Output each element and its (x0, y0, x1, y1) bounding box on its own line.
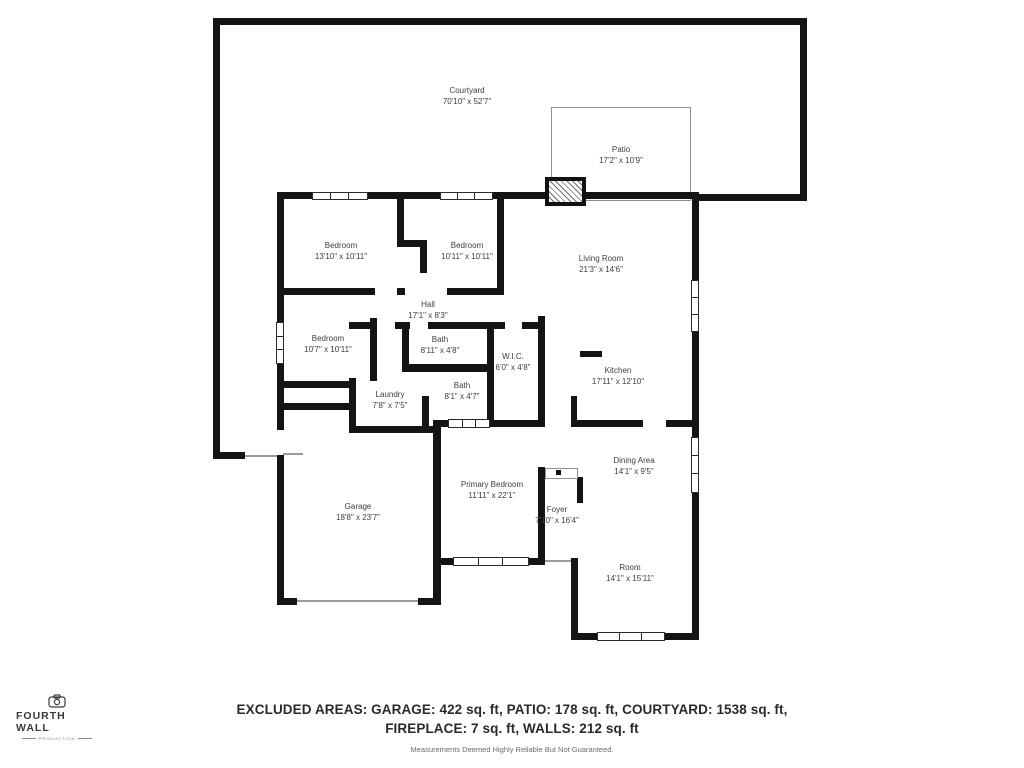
wall-segment (277, 455, 284, 605)
room-label-bath-1: Bath 8'11" x 4'8" (420, 335, 460, 355)
logo-rule-left (22, 738, 36, 739)
window-symbol (276, 322, 284, 364)
foyer-door-symbol (545, 468, 578, 479)
opening-line (545, 560, 571, 562)
wall-segment (428, 322, 505, 329)
window-symbol (691, 280, 699, 332)
wall-segment (577, 477, 583, 503)
window-symbol (691, 437, 699, 493)
room-label-garage: Garage 18'8" x 23'7" (336, 502, 380, 522)
room-label-kitchen: Kitchen 17'11" x 12'10" (591, 366, 645, 386)
wall-segment (277, 403, 349, 410)
room-label-bedroom-1: Bedroom 13'10" x 10'11" (314, 241, 368, 261)
wall-segment (370, 318, 377, 381)
wall-segment (433, 426, 441, 605)
room-label-room: Room 14'1" x 15'11" (606, 563, 654, 583)
wall-segment (402, 364, 494, 372)
room-label-courtyard: Courtyard 70'10" x 52'7" (442, 86, 492, 106)
wall-segment (213, 18, 807, 25)
wall-segment (497, 192, 504, 295)
camera-icon (48, 694, 66, 708)
fireplace-symbol (545, 177, 586, 206)
window-symbol (448, 419, 490, 428)
door-hinge-mark (556, 470, 561, 475)
room-label-patio: Patio 17'2" x 10'9" (599, 145, 643, 165)
wall-segment (395, 322, 410, 329)
excluded-areas-line-2: FIREPLACE: 7 sq. ft, WALLS: 212 sq. ft (385, 721, 639, 736)
excluded-areas-line-1: EXCLUDED AREAS: GARAGE: 422 sq. ft, PATIO: 178 sq. ft, COURTYARD: 1538 sq. ft, (236, 702, 788, 717)
room-label-wic: W.I.C. 6'0" x 4'8" (495, 352, 531, 372)
wall-segment (349, 426, 434, 433)
wall-segment (487, 420, 545, 427)
wall-segment (283, 288, 375, 295)
room-label-primary-bedroom: Primary Bedroom 11'11" x 22'1" (460, 480, 524, 500)
wall-segment (571, 420, 643, 427)
wall-segment (397, 192, 404, 242)
logo-name: FOURTH WALL (16, 710, 66, 734)
wall-segment (666, 420, 699, 427)
footer (0, 700, 1024, 754)
wall-segment (694, 194, 807, 201)
wall-segment (213, 18, 220, 459)
wall-segment (397, 288, 405, 295)
wall-segment (692, 493, 699, 640)
wall-segment (800, 18, 807, 201)
wall-segment (213, 452, 245, 459)
room-label-foyer: Foyer 7'10" x 16'4" (535, 505, 579, 525)
opening-line (297, 600, 418, 602)
wall-segment (580, 351, 602, 357)
logo-rule-right (78, 738, 92, 739)
wall-segment (433, 420, 448, 427)
room-label-bedroom-2: Bedroom 10'11" x 10'11" (441, 241, 493, 261)
room-label-laundry: Laundry 7'8" x 7'5" (372, 390, 408, 410)
fourth-wall-logo (16, 694, 98, 741)
room-label-hall: Hall 17'1" x 8'3" (408, 300, 448, 320)
wall-segment (420, 245, 427, 273)
wall-segment (692, 199, 699, 280)
window-symbol (312, 192, 368, 200)
disclaimer-text: Measurements Deemed Highly Reliable But Not Guaranteed. (410, 745, 614, 754)
window-symbol (597, 632, 665, 641)
opening-line (283, 453, 303, 455)
wall-segment (487, 329, 494, 426)
room-label-dining-area: Dining Area 14'1" x 9'5" (613, 456, 655, 476)
wall-segment (277, 364, 284, 430)
wall-segment (402, 329, 409, 364)
wall-segment (538, 316, 545, 426)
window-symbol (440, 192, 493, 200)
room-label-bedroom-3: Bedroom 10'7" x 10'11" (304, 334, 352, 354)
room-label-bath-2: Bath 8'1" x 4'7" (444, 381, 480, 401)
opening-line (245, 455, 277, 457)
wall-segment (571, 558, 578, 640)
logo-tagline: PRODUCTION (22, 736, 93, 741)
window-symbol (453, 557, 529, 566)
wall-segment (447, 288, 500, 295)
wall-segment (283, 381, 353, 388)
wall-segment (277, 199, 284, 322)
room-label-living-room: Living Room 21'3" x 14'6" (578, 254, 624, 274)
wall-segment (277, 598, 297, 605)
